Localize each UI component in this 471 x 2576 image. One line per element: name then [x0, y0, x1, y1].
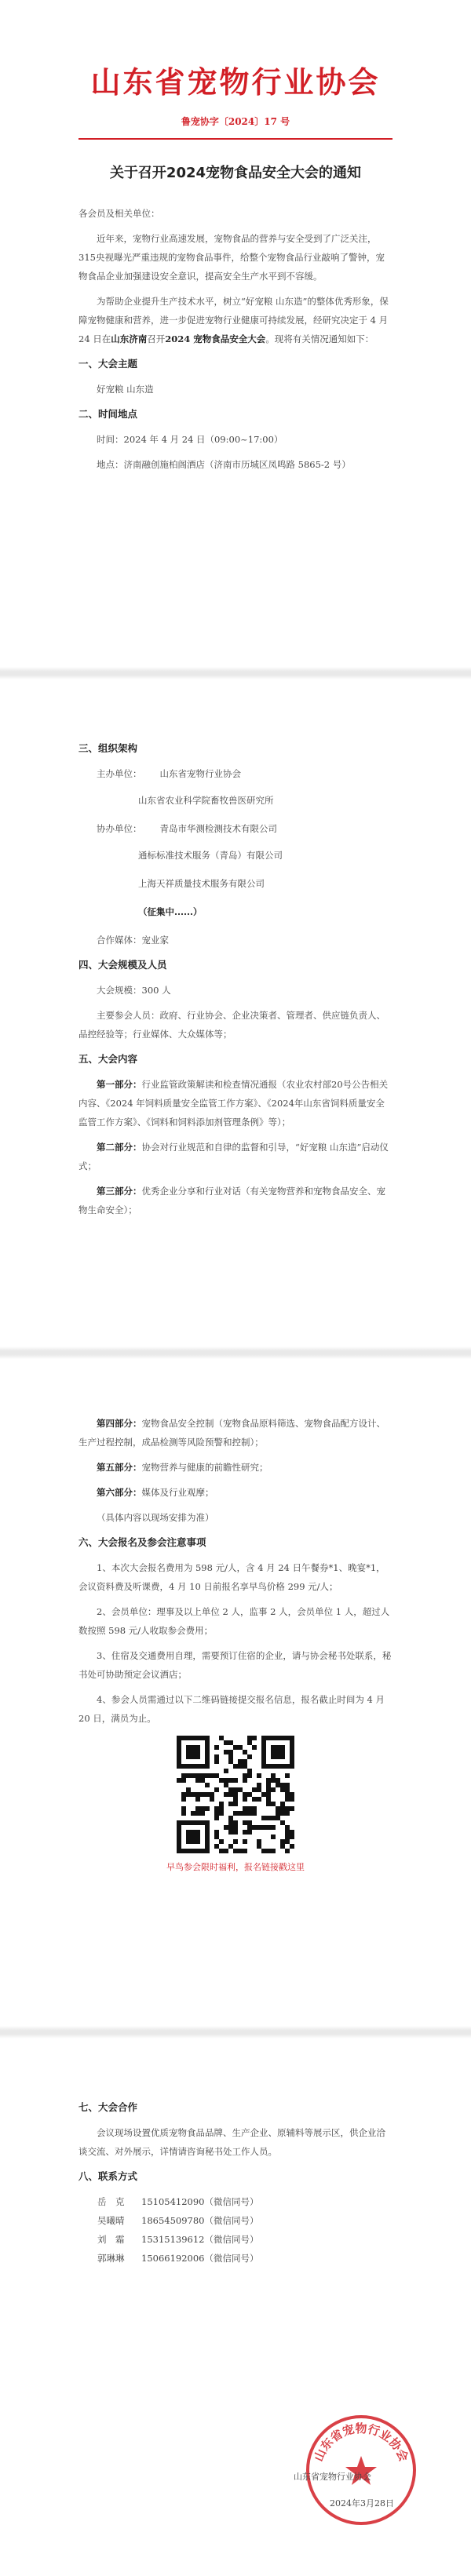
- host-row: 主办单位： 山东省宠物行业协会: [78, 764, 392, 783]
- notice-title: 关于召开2024宠物食品安全大会的通知: [109, 165, 362, 181]
- section-8-heading: 八、联系方式: [78, 2170, 138, 2182]
- part-5: 第五部分：宠物营养与健康的前瞻性研究；: [97, 1462, 268, 1473]
- contact-row: [97, 2230, 392, 2249]
- document-page-3: [0, 1359, 471, 2026]
- contact-list: [97, 2192, 392, 2268]
- intro-paragraph-2: 为帮助企业提升生产技术水平，树立“好宠粮 山东造”的整体优秀形象，保障宠物健康和营养，进一步促进宠物行业健康可持续发展，经研究决定于 4 月 24 日在山东济南召开2024 宠物食品安全大会。现将有关情况通知如下：: [78, 296, 389, 344]
- document-number: 鲁宠协字〔2024〕17 号: [181, 116, 290, 127]
- contact-note: （微信同号）: [204, 2234, 259, 2245]
- part-1: 第一部分：行业监管政策解读和检查情况通报（农业农村部20号公告相关内容、《2024 年饲料质量安全监管工作方案》、《2024年山东省饲料质量安全监管工作方案》、《饲料和饲料添加剂管理条例》等）；: [78, 1079, 389, 1128]
- page-separator: [0, 2026, 471, 2039]
- red-divider: [78, 138, 392, 140]
- salutation: 各会员及相关单位：: [78, 208, 160, 219]
- organization-title: 山东省宠物行业协会: [90, 65, 381, 100]
- page-3-content: [78, 1414, 392, 1877]
- page-1-content: [78, 204, 392, 480]
- contact-row: [97, 2249, 392, 2268]
- cooperation-text: 会议现场设置优质宠物食品品牌、生产企业、原辅料等展示区，供企业洽谈交流、对外展示，详情请咨询秘书处工作人员。: [78, 2127, 385, 2157]
- page-2-content: [78, 734, 392, 1226]
- contact-phone: 15105412090: [141, 2196, 205, 2207]
- section-7-heading: 七、大会合作: [78, 2101, 138, 2113]
- part-3: 第三部分：优秀企业分享和行业对话（有关宠物营养和宠物食品安全、宠物生命安全）；: [78, 1186, 385, 1215]
- registration-qr-code[interactable]: [177, 1736, 294, 1853]
- contact-name: 岳 克: [97, 2196, 125, 2207]
- contact-row: [97, 2211, 392, 2230]
- registration-item-2: 2、会员单位：理事及以上单位 2 人，监事 2 人，会员单位 1 人，超过人数按照 598 元/人收取参会费用；: [78, 1606, 390, 1636]
- contact-name: 刘 霜: [97, 2234, 125, 2245]
- partner-media: 合作媒体：宠业家: [97, 935, 169, 946]
- contact-note: （微信同号）: [204, 2253, 259, 2264]
- signature-date: 2024年3月28日: [330, 2498, 394, 2509]
- contact-row: [97, 2192, 392, 2211]
- conference-time: 时间：2024 年 4 月 24 日（09:00~17:00）: [97, 434, 283, 445]
- contact-phone: 18654509780: [141, 2215, 205, 2226]
- registration-item-3: 3、住宿及交通费用自理，需要预订住宿的企业，请与协会秘书处联系，秘书处可协助预定会议酒店；: [78, 1650, 392, 1680]
- section-5-heading: 五、大会内容: [78, 1053, 138, 1065]
- part-2: 第二部分：协会对行业规范和自律的监督和引导，“好宠粮 山东造”启动仪式；: [78, 1142, 389, 1171]
- conference-place: 地点：济南融创施柏阁酒店（济南市历城区凤鸣路 5865-2 号）: [97, 459, 351, 470]
- intro-paragraph-1: 近年来，宠物行业高速发展，宠物食品的营养与安全受到了广泛关注，315央视曝光严重违规的宠物食品事件，给整个宠物食品行业敲响了警钟，宠物食品企业加强建设安全意识，提高安全生产水平到不容缓。: [78, 233, 385, 282]
- conference-theme: 好宠粮 山东造: [97, 384, 154, 395]
- section-6-heading: 六、大会报名及参会注意事项: [78, 1536, 206, 1548]
- contact-name: 郭琳琳: [97, 2253, 125, 2264]
- section-1-heading: 一、大会主题: [78, 358, 138, 370]
- registration-item-1: 1、本次大会报名费用为 598 元/人，含 4 月 24 日午餐券*1、晚宴*1，会议资料费及听课费，4 月 10 日前报名享早鸟价格 299 元/人；: [78, 1562, 385, 1592]
- qr-caption[interactable]: 早鸟参会限时福利，报名链接戳这里: [166, 1862, 305, 1872]
- document-page-1: [0, 0, 471, 667]
- signature-organization: 山东省宠物行业协会: [294, 2472, 371, 2482]
- document-page-4: [0, 2039, 471, 2576]
- page-separator: [0, 1346, 471, 1359]
- section-4-heading: 四、大会规模及人员: [78, 959, 167, 971]
- section-2-heading: 二、时间地点: [78, 408, 138, 420]
- co-organizer-1: 青岛市华测检测技术有限公司: [159, 823, 277, 834]
- host-unit-2: 山东省农业科学院畜牧兽医研究所: [138, 795, 274, 806]
- co-organizer-3: 上海天祥质量技术服务有限公司: [138, 878, 265, 889]
- contact-phone: 15066192006: [141, 2253, 205, 2264]
- part-6: 第六部分：媒体及行业观摩；: [97, 1487, 214, 1498]
- registration-item-4: 4、参会人员需通过以下二维码链接提交报名信息，报名截止时间为 4 月 20 日，满员为止。: [78, 1694, 385, 1724]
- co-organizer-row: 协办单位： 青岛市华测检测技术有限公司: [78, 819, 392, 838]
- attendees: 主要参会人员：政府、行业协会、企业决策者、管理者、供应链负责人、品控经验等；行业媒体、大众媒体等；: [78, 1010, 385, 1040]
- contact-phone: 15315139612: [141, 2234, 205, 2245]
- content-note: （具体内容以现场安排为准）: [97, 1512, 214, 1523]
- page-separator: [0, 667, 471, 680]
- contact-note: （微信同号）: [204, 2215, 259, 2226]
- page-4-content: [78, 2093, 392, 2268]
- recruiting-note: （征集中......）: [138, 906, 203, 917]
- host-unit-1: 山东省宠物行业协会: [159, 768, 241, 779]
- document-page-2: [0, 680, 471, 1346]
- contact-note: （微信同号）: [204, 2196, 259, 2207]
- section-3-heading: 三、组织架构: [78, 742, 138, 754]
- conference-scale: 大会规模：300 人: [97, 985, 171, 996]
- co-organizer-2: 通标标准技术服务（青岛）有限公司: [138, 850, 283, 861]
- contact-name: 吴曦晴: [97, 2215, 125, 2226]
- part-4: 第四部分：宠物食品安全控制（宠物食品原料筛选、宠物食品配方设计、生产过程控制，成品检测等风险预警和控制）；: [78, 1418, 385, 1448]
- seal-text: 山东省宠物行业协会: [311, 2421, 411, 2464]
